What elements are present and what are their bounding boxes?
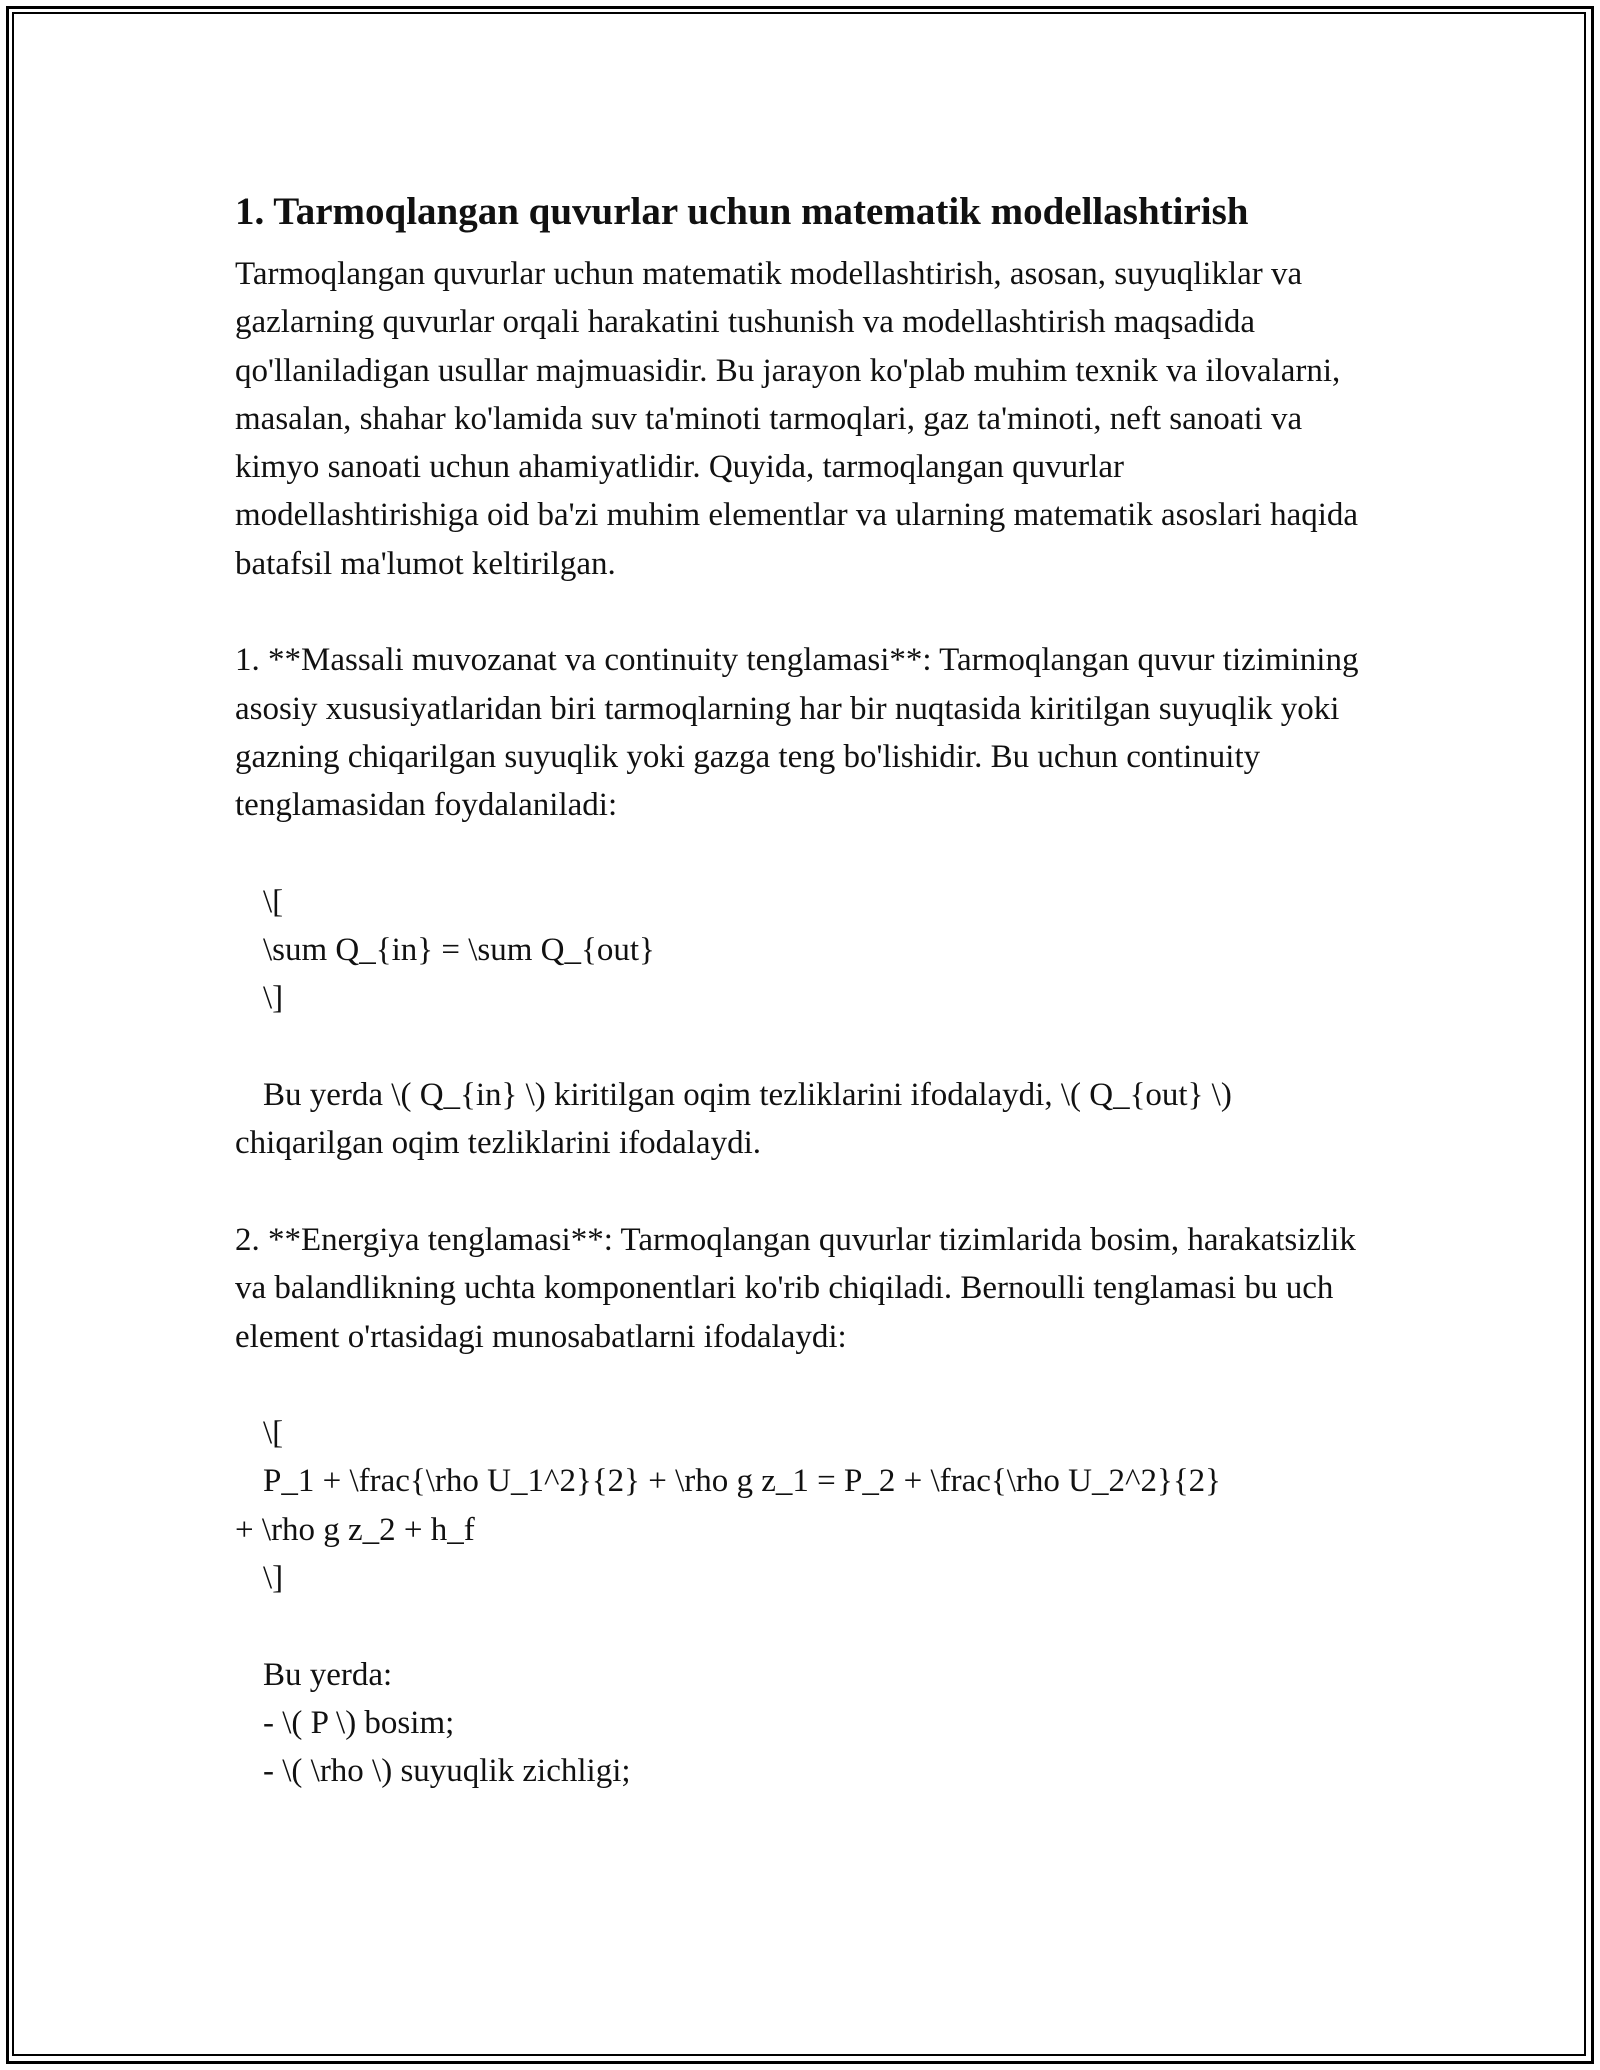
blank-line <box>235 1361 1365 1409</box>
blank-line <box>235 1602 1365 1650</box>
item2-formula-line1: P_1 + \frac{\rho U_1^2}{2} + \rho g z_1 = P_2 + \frac{\rho U_2^2}{2} <box>263 1463 1221 1500</box>
item2-formula-open: \[ <box>263 1415 284 1452</box>
document-body <box>235 186 1365 1796</box>
blank-line <box>235 588 1365 636</box>
definition-item: - \( \rho \) suyuqlik zichligi; <box>263 1753 631 1790</box>
item1-formula-close: \] <box>263 980 284 1017</box>
blank-line <box>235 830 1365 878</box>
item1-paragraph: 1. **Massali muvozanat va continuity tenglamasi**: Tarmoqlangan quvur tizimining asosiy xususiyatlaridan biri tarmoqlarning har bir nuqtasida kiritilgan suyuqlik yoki gazning chiqarilgan suyuqlik yoki gazga teng bo'lishidir. Bu uchun continuity tenglamasidan foydalaniladi: <box>235 642 1367 824</box>
blank-line <box>235 1023 1365 1071</box>
item1-formula: \sum Q_{in} = \sum Q_{out} <box>263 932 655 969</box>
definition-item: - \( P \) bosim; <box>263 1704 455 1741</box>
item1-formula-open: \[ <box>263 883 284 920</box>
item2-where-label: Bu yerda: <box>263 1656 393 1693</box>
item1-explanation: Bu yerda \( Q_{in} \) kiritilgan oqim tezliklarini ifodalaydi, \( Q_{out} \) chiqarilgan oqim tezliklarini ifodalaydi. <box>235 1077 1241 1162</box>
item2-formula-close: \] <box>263 1560 284 1597</box>
intro-paragraph: Tarmoqlangan quvurlar uchun matematik modellashtirish, asosan, suyuqliklar va gazlarning quvurlar orqali harakatini tushunish va modellashtirish maqsadida qo'llaniladigan usullar majmuasidir. Bu jarayon ko'plab muhim texnik va ilovalarni, masalan, shahar ko'lamida suv ta'minoti tarmoqlari, gaz ta'minoti, neft sanoati va kimyo sanoati uchun ahamiyatlidir. Quyida, tarmoqlangan quvurlar modellashtirishiga oid ba'zi muhim elementlar va ularning matematik asoslari haqida batafsil ma'lumot keltirilgan. <box>235 256 1367 582</box>
section-heading: 1. Tarmoqlangan quvurlar uchun matematik modellashtirish <box>235 190 1249 233</box>
blank-line <box>235 1168 1365 1216</box>
item2-formula-line2: + \rho g z_2 + h_f <box>235 1511 475 1548</box>
item2-paragraph: 2. **Energiya tenglamasi**: Tarmoqlangan quvurlar tizimlarida bosim, harakatsizlik va balandlikning uchta komponentlari ko'rib chiqiladi. Bernoulli tenglamasi bu uch element o'rtasidagi munosabatlarni ifodalaydi: <box>235 1221 1365 1355</box>
